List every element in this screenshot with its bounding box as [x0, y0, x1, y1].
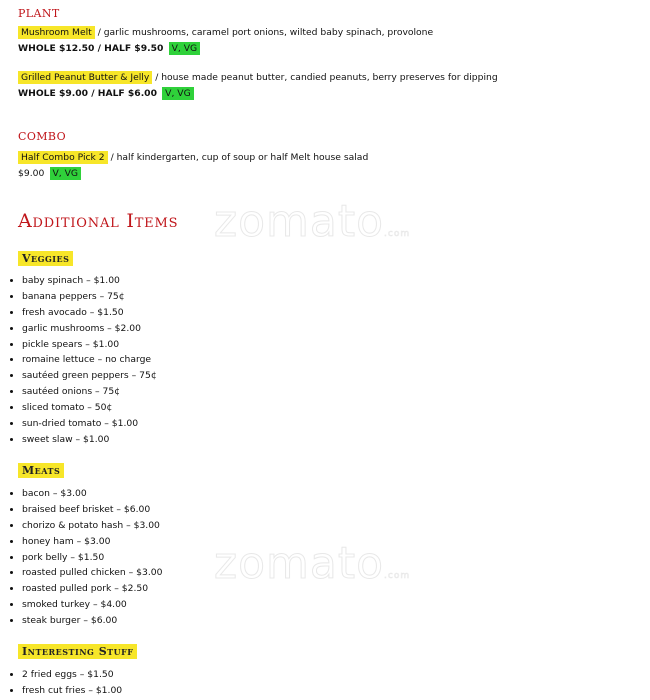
item-price-line: [18, 168, 81, 179]
list-item: • baby spinach – $1.00: [22, 273, 157, 289]
list-item: • sautéed green peppers – 75¢: [22, 368, 157, 384]
category-heading-meats: Meats: [18, 463, 64, 478]
list-item: • smoked turkey – $4.00: [22, 597, 162, 613]
list-item: • sun-dried tomato – $1.00: [22, 416, 157, 432]
list-item: • roasted pulled pork – $2.50: [22, 581, 162, 597]
diet-tag: V, VG: [162, 87, 194, 100]
item-name: Mushroom Melt: [18, 26, 95, 39]
item-description: / half kindergarten, cup of soup or half Melt house salad: [110, 152, 369, 163]
item-price: WHOLE $12.50 / HALF $9.50: [18, 43, 164, 54]
item-price: WHOLE $9.00 / HALF $6.00: [18, 88, 157, 99]
list-item: • sliced tomato – 50¢: [22, 400, 157, 416]
menu-item: [18, 72, 498, 83]
list-item: • fresh avocado – $1.50: [22, 305, 157, 321]
item-price-line: [18, 43, 200, 54]
list-item: • pickle spears – $1.00: [22, 337, 157, 353]
item-name: Half Combo Pick 2: [18, 151, 108, 164]
category-heading-veggies: Veggies: [18, 251, 73, 266]
item-name: Grilled Peanut Butter & Jelly: [18, 71, 152, 84]
category-heading-interesting-stuff: Interesting Stuff: [18, 644, 137, 659]
page-section-heading: Additional Items: [18, 210, 179, 232]
list-item: • roasted pulled chicken – $3.00: [22, 565, 162, 581]
list-item: • fresh cut fries – $1.00: [22, 683, 122, 699]
list-item: • romaine lettuce – no charge: [22, 352, 157, 368]
menu-item: [18, 27, 433, 38]
list-item: • garlic mushrooms – $2.00: [22, 321, 157, 337]
item-price-line: [18, 88, 194, 99]
diet-tag: V, VG: [169, 42, 201, 55]
list-item: • braised beef brisket – $6.00: [22, 502, 162, 518]
watermark-logo: zomato.com: [214, 538, 411, 589]
interesting-stuff-list: [4, 667, 122, 699]
diet-tag: V, VG: [50, 167, 82, 180]
list-item: • sweet slaw – $1.00: [22, 432, 157, 448]
list-item: • 2 fried eggs – $1.50: [22, 667, 122, 683]
veggies-list: [4, 273, 157, 448]
meats-list: [4, 486, 162, 629]
list-item: • sautéed onions – 75¢: [22, 384, 157, 400]
item-description: / garlic mushrooms, caramel port onions, wilted baby spinach, provolone: [97, 27, 434, 38]
watermark-logo: zomato.com: [214, 196, 411, 247]
list-item: • bacon – $3.00: [22, 486, 162, 502]
list-item: • banana peppers – 75¢: [22, 289, 157, 305]
item-price: $9.00: [18, 168, 45, 179]
list-item: • chorizo & potato hash – $3.00: [22, 518, 162, 534]
list-item: • steak burger – $6.00: [22, 613, 162, 629]
section-label-plant: PLANT: [18, 7, 60, 20]
item-description: / house made peanut butter, candied peanuts, berry preserves for dipping: [155, 72, 498, 83]
list-item: • pork belly – $1.50: [22, 550, 162, 566]
list-item: • honey ham – $3.00: [22, 534, 162, 550]
section-label-combo: COMBO: [18, 130, 67, 143]
menu-item: [18, 152, 368, 163]
